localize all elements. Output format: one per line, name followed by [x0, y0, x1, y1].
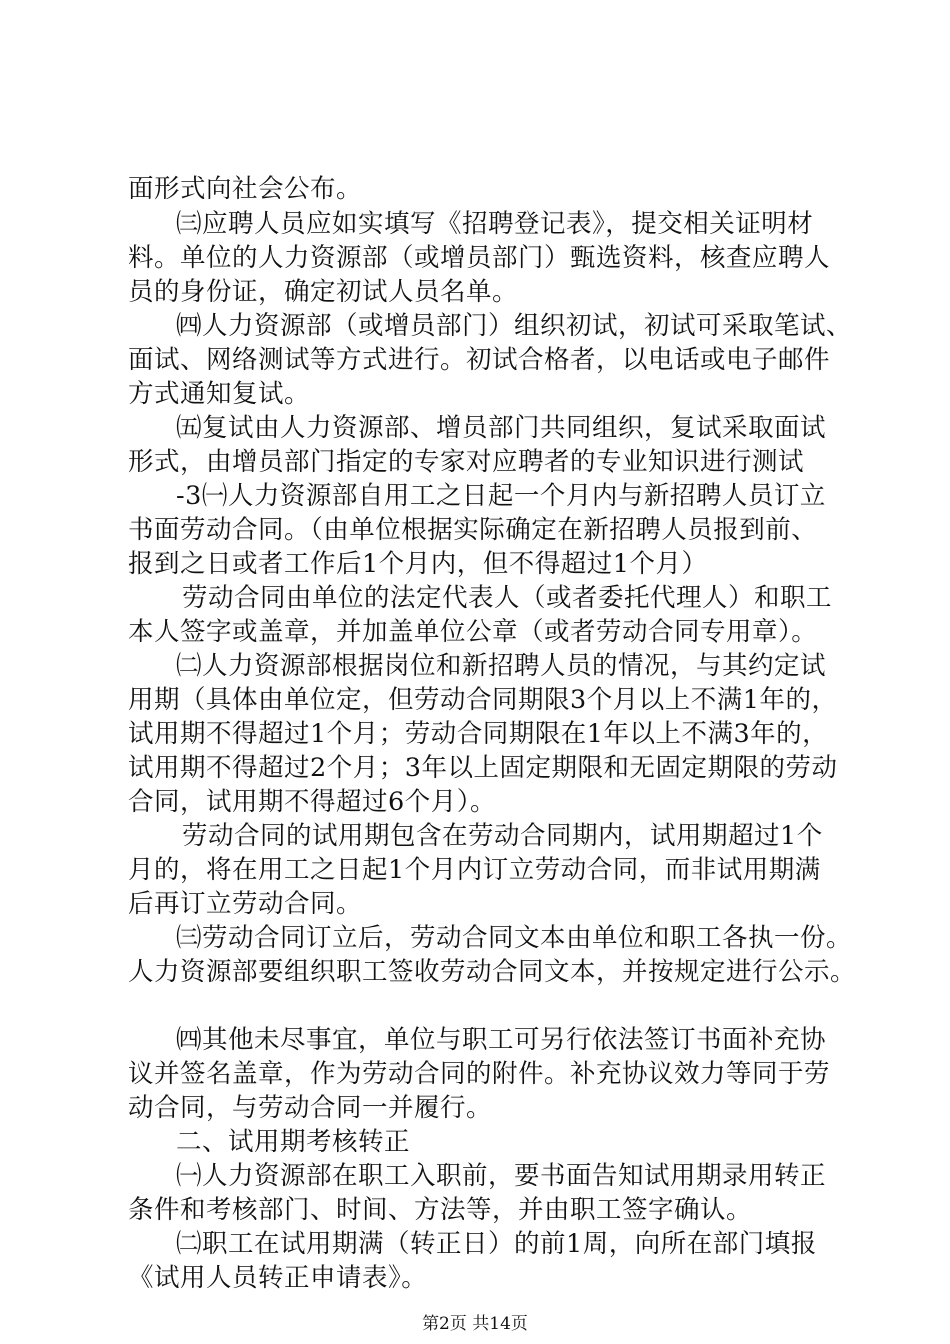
text-line: 试用期不得超过2个月；3年以上固定期限和无固定期限的劳动 [128, 753, 838, 783]
text-line: ㈠人力资源部在职工入职前，要书面告知试用期录用转正 [176, 1161, 827, 1191]
text-line: 面形式向社会公布。 [128, 174, 363, 204]
text-line: 用期（具体由单位定，但劳动合同期限3个月以上不满1年的， [128, 685, 838, 715]
text-line: 劳动合同由单位的法定代表人（或者委托代理人）和职工 [182, 583, 833, 613]
text-line: ㈢劳动合同订立后，劳动合同文本由单位和职工各执一份。 [176, 923, 853, 953]
text-line: ㈡职工在试用期满（转正日）的前1周，向所在部门填报 [176, 1229, 817, 1259]
page-footer: 第2页 共14页 [422, 1314, 528, 1334]
text-line: 员的身份证，确定初试人员名单。 [128, 277, 519, 307]
section-heading: 二、试用期考核转正 [176, 1127, 411, 1157]
text-line: 书面劳动合同。（由单位根据实际确定在新招聘人员报到前、 [128, 515, 818, 545]
text-line: 合同，试用期不得超过6个月）。 [128, 787, 496, 817]
text-line: 条件和考核部门、时间、方法等，并由职工签字确认。 [128, 1195, 753, 1225]
text-line: 月的，将在用工之日起1个月内订立劳动合同，而非试用期满 [128, 855, 821, 885]
text-line: 试用期不得超过1个月；劳动合同期限在1年以上不满3年的， [128, 719, 829, 749]
text-line: 动合同，与劳动合同一并履行。 [128, 1093, 493, 1123]
text-line: ㈤复试由人力资源部、增员部门共同组织，复试采取面试 [176, 413, 827, 443]
text-line: 本人签字或盖章，并加盖单位公章（或者劳动合同专用章）。 [128, 617, 818, 647]
text-line: 形式，由增员部门指定的专家对应聘者的专业知识进行测试 [128, 447, 805, 477]
text-line: 人力资源部要组织职工签收劳动合同文本，并按规定进行公示。 [128, 957, 857, 987]
text-line: 方式通知复试。 [128, 379, 311, 409]
text-line: ㈣其他未尽事宜，单位与职工可另行依法签订书面补充协 [176, 1025, 827, 1055]
text-line: ㈣人力资源部（或增员部门）组织初试，初试可采取笔试、 [176, 311, 853, 341]
text-line: 料。单位的人力资源部（或增员部门）甄选资料，核查应聘人 [128, 243, 831, 273]
text-line: 劳动合同的试用期包含在劳动合同期内，试用期超过1个 [182, 821, 823, 851]
text-line: ㈢应聘人员应如实填写《招聘登记表》，提交相关证明材 [176, 209, 814, 239]
text-line: 面试、网络测试等方式进行。初试合格者，以电话或电子邮件 [128, 345, 831, 375]
text-line: 报到之日或者工作后1个月内，但不得超过1个月） [128, 549, 708, 579]
text-line: 后再订立劳动合同。 [128, 889, 363, 919]
text-line: 《试用人员转正申请表》。 [128, 1263, 428, 1293]
text-line: ㈡人力资源部根据岗位和新招聘人员的情况，与其约定试 [176, 651, 827, 681]
text-line: -3㈠人力资源部自用工之日起一个月内与新招聘人员订立 [176, 481, 826, 511]
text-line: 议并签名盖章，作为劳动合同的附件。补充协议效力等同于劳 [128, 1059, 831, 1089]
